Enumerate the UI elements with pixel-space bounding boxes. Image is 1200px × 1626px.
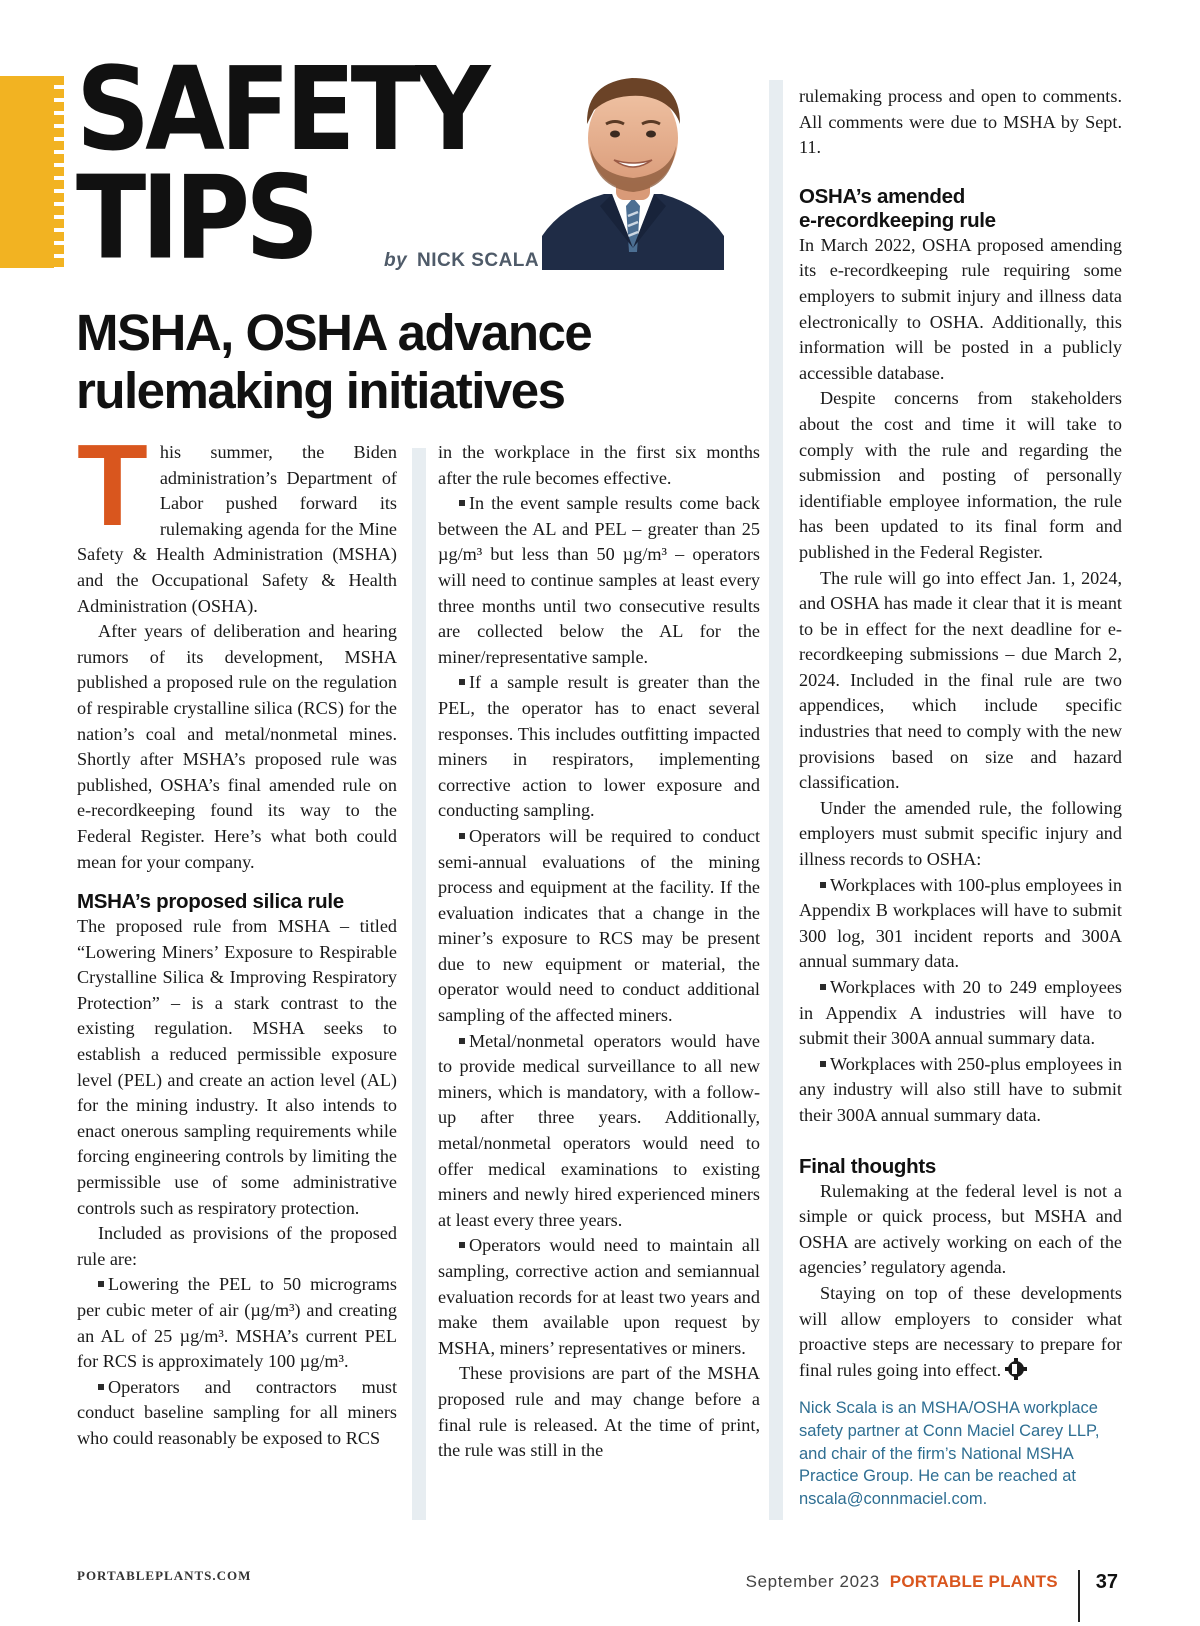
bullet-item: If a sample result is greater than the PEL, the operator has to enact several responses. This includes outfitting impacted miners in respirators, implementing corrective action to lower exposure and conducting sampling. <box>438 672 760 821</box>
paragraph: Under the amended rule, the following employers must submit specific injury and illness records to OSHA: <box>799 797 1122 870</box>
paragraph: his summer, the Biden administration’s Department of Labor pushed forward its rulemaking agenda for the Mine Safety & Health Administration (MSHA) and the Occupational Safety & Health Administration (OSHA). <box>77 442 397 616</box>
bullet-item: Lowering the PEL to 50 micrograms per cubic meter of air (µg/m³) and creating an AL of 25 µg/m³. MSHA’s current PEL for RCS is approximately 100 µg/m³. <box>77 1274 397 1372</box>
author-bio: Nick Scala is an MSHA/OSHA workplace safety partner at Conn Maciel Carey LLP, and chair of the firm’s National MSHA Practice Group. He can be reached at nscala@connmaciel.com. <box>799 1399 1100 1508</box>
article-column-1 <box>77 420 397 1452</box>
drop-cap: T <box>77 420 148 550</box>
bullet-item: Operators would need to maintain all sampling, corrective action and semiannual evaluation records for at least two years and make them available upon request by MSHA, miners’ representatives or miners. <box>438 1235 760 1358</box>
paragraph: Rulemaking at the federal level is not a simple or quick process, but MSHA and OSHA are actively working on each of the agencies’ regulatory agenda. <box>799 1180 1122 1278</box>
article-headline <box>76 304 716 420</box>
bullet-square-icon <box>820 882 826 888</box>
bullet-square-icon <box>459 679 465 685</box>
bullet-item: In the event sample results come back between the AL and PEL – greater than 25 µg/m³ but less than 50 µg/m³ – operators will need to continue samples at least every three months until two consecutive results are collected below the AL for the miner/representative sample. <box>438 493 760 667</box>
bullet-square-icon <box>459 1038 465 1044</box>
bullet-item: Operators will be required to conduct semi-annual evaluations of the mining process and equipment at the facility. If the evaluation indicates that a change in the miner’s exposure to RCS may be present due to new equipment or material, the operator would need to conduct additional sampling of the affected miners. <box>438 825 760 1026</box>
byline-author: NICK SCALA <box>416 250 540 271</box>
bullet-item: Operators and contractors must conduct baseline sampling for all miners who could reasonably be exposed to RCS <box>77 1376 397 1448</box>
kicker-line-2: TIPS <box>76 151 315 286</box>
bullet-square-icon <box>459 500 465 506</box>
end-mark-icon <box>1005 1358 1027 1380</box>
magazine-name: PORTABLE PLANTS <box>889 1572 1058 1591</box>
bullet-square-icon <box>98 1384 104 1390</box>
paragraph: After years of deliberation and hearing rumors of its development, MSHA published a proposed rule on the regulation of respirable crystalline silica (RCS) for the nation’s coal and metal/nonmetal mines. Shortly after MSHA’s proposed rule was published, OSHA’s final amended rule on e-recordkeeping found its way to the Federal Register. Here’s what both could mean for your company. <box>77 621 397 872</box>
headline-line-1: MSHA, OSHA advance <box>76 304 592 361</box>
subhead-silica-rule: MSHA’s proposed silica rule <box>77 890 344 914</box>
article-column-3 <box>799 84 1122 1510</box>
footer-website: PORTABLEPLANTS.COM <box>77 1568 252 1583</box>
bullet-item: Workplaces with 250-plus employees in any industry will also still have to submit their 300A annual summary data. <box>799 1053 1122 1125</box>
paragraph: These provisions are part of the MSHA proposed rule and may change before a final rule is released. At the time of print, the rule was still in the <box>438 1363 760 1461</box>
column-rule-1 <box>412 448 426 1520</box>
paragraph: in the workplace in the first six months after the rule becomes effective. <box>438 442 760 488</box>
headline-line-2: rulemaking initiatives <box>76 362 565 419</box>
byline <box>384 250 539 272</box>
subhead-e-recordkeeping: OSHA’s amended e-recordkeeping rule <box>799 184 996 232</box>
paragraph: Despite concerns from stakeholders about the cost and time it will take to comply with the rule and regarding the submission and posting of personally identifiable employee information, the rule has been updated to its final form and published in the Federal Register. <box>799 388 1122 562</box>
bullet-item: Workplaces with 100-plus employees in Appendix B workplaces will have to submit 300 log, 301 incident reports and 300A annual summary data. <box>799 874 1122 972</box>
bullet-item: Workplaces with 20 to 249 employees in Appendix A industries will have to submit their 300A annual summary data. <box>799 977 1122 1049</box>
bullet-square-icon <box>98 1281 104 1287</box>
section-color-band <box>0 76 58 268</box>
bullet-square-icon <box>459 833 465 839</box>
article-column-2 <box>438 440 760 1464</box>
paragraph: rulemaking process and open to comments. All comments were due to MSHA by Sept. 11. <box>799 86 1122 158</box>
section-kicker <box>76 42 486 286</box>
paragraph: In March 2022, OSHA proposed amending its e-recordkeeping rule requiring some employers to submit injury and illness data electronically to OSHA. Additionally, this information will be posted in a publicly accessible database. <box>799 234 1122 383</box>
bullet-square-icon <box>820 1061 826 1067</box>
issue-date: September 2023 <box>745 1572 880 1591</box>
paragraph: Staying on top of these developments will allow employers to consider what proactive steps are necessary to prepare for final rules going into effect. <box>799 1282 1122 1380</box>
bullet-square-icon <box>820 984 826 990</box>
subhead-final-thoughts: Final thoughts <box>799 1154 936 1178</box>
byline-prefix: by <box>384 250 408 271</box>
author-portrait <box>542 66 724 270</box>
column-rule-2 <box>769 80 783 1520</box>
paragraph: Included as provisions of the proposed rule are: <box>77 1223 397 1269</box>
footer-divider <box>1078 1570 1080 1622</box>
kicker-line-1: SAFETY <box>76 42 486 177</box>
paragraph: The proposed rule from MSHA – titled “Lowering Miners’ Exposure to Respirable Crystalline Silica & Improving Respiratory Protection” – is a stark contrast to the existing regulation. MSHA seeks to establish a reduced permissible exposure level (PEL) and create an action level (AL) for the mining industry. It also intends to enact onerous sampling requirements while forcing engineering controls by limiting the permissible use of some administrative controls such as respiratory protection. <box>77 916 397 1218</box>
page-number: 37 <box>1095 1570 1118 1593</box>
bullet-item: Metal/nonmetal operators would have to provide medical surveillance to all new miners, which is mandatory, with a follow-up after three years. Additionally, metal/nonmetal operators would need to offer medical examinations to existing miners and newly hired experienced miners at least every three years. <box>438 1030 760 1230</box>
paragraph: The rule will go into effect Jan. 1, 2024, and OSHA has made it clear that it is meant to be in effect for the next deadline for e-recordkeeping submissions – due March 2, 2024. Included in the final rule are two appendices, which include specific industries that need to comply with the new provisions based on size and hazard classification. <box>799 567 1122 793</box>
page-footer <box>746 1556 1118 1608</box>
bullet-square-icon <box>459 1242 465 1248</box>
